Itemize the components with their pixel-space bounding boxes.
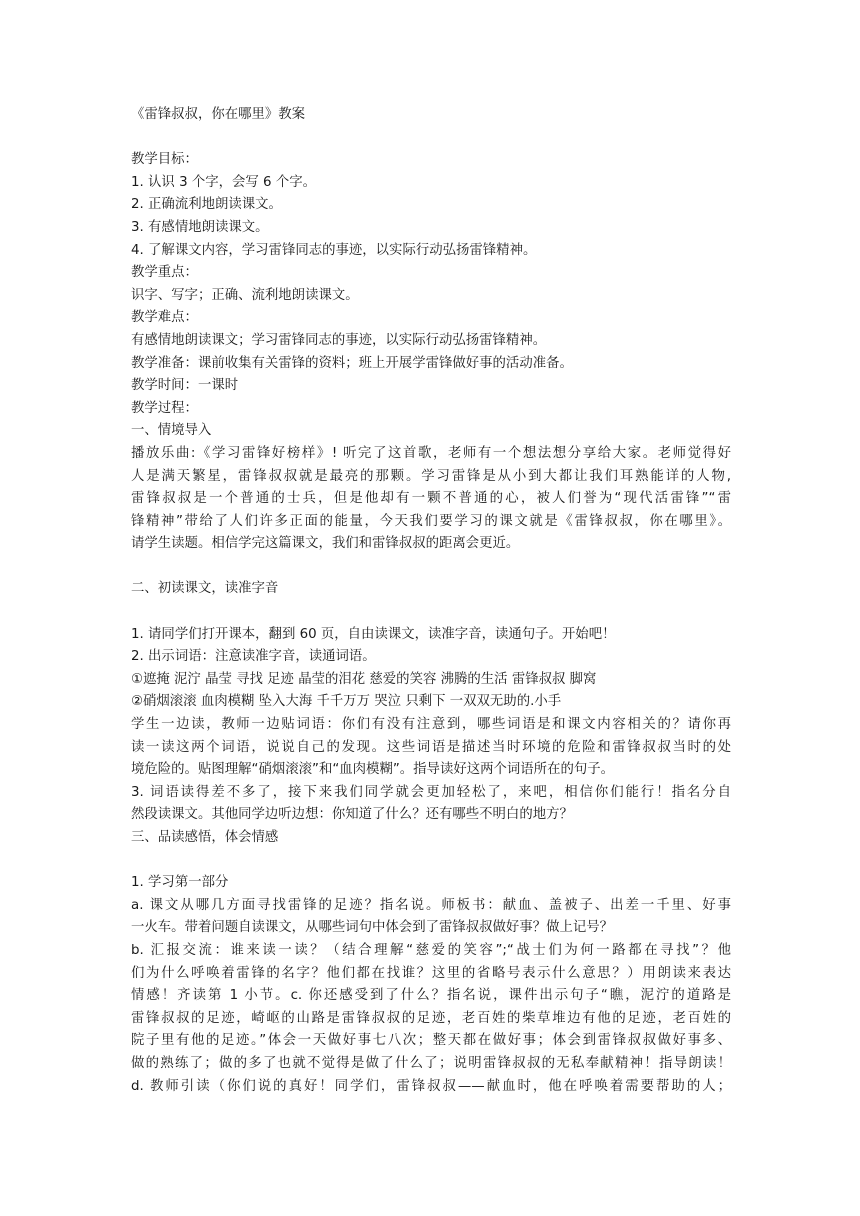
part1-line: 雷锋叔叔的足迹，崎岖的山路是雷锋叔叔的足迹，老百姓的柴草堆边有他的足迹，老百姓的 <box>131 1010 731 1026</box>
part1-line: 们为什么呼唤着雷锋的名字？他们都在找谁？这里的省略号表示什么意思？）用朗读来表达 <box>131 965 731 981</box>
section1-line: 人是满天繁星，雷锋叔叔就是最亮的那颗。学习雷锋是从小到大都让我们耳熟能详的人物, <box>131 468 731 484</box>
goal-item: 4. 了解课文内容，学习雷锋同志的事迹，以实际行动弘扬雷锋精神。 <box>131 242 537 258</box>
part1-line: b. 汇报交流：谁来读一读？（结合理解“慈爱的笑容”;“战士们为何一路都在寻找”？他 <box>131 942 731 958</box>
document-page <box>131 104 731 1098</box>
section1-line: 锋精神”带给了人们许多正面的能量，今天我们要学习的课文就是《雷锋叔叔，你在哪里》。 <box>131 513 731 529</box>
section2-item3-line: 然段读课文。其他同学边听边想：你知道了什么？还有哪些不明白的地方？ <box>131 807 573 823</box>
words-row: ②硝烟滚滚 血肉模糊 坠入大海 千千万万 哭泣 只剩下 一双双无助的.小手 <box>131 694 562 710</box>
difficult-text: 有感情地朗读课文；学习雷锋同志的事迹，以实际行动弘扬雷锋精神。 <box>131 332 547 348</box>
goal-item: 1. 认识 3 个字，会写 6 个字。 <box>131 174 317 190</box>
section3-heading: 三、品读感悟，体会情感 <box>131 830 279 845</box>
key-heading: 教学重点： <box>131 265 198 281</box>
goal-item: 3. 有感情地朗读课文。 <box>131 219 269 235</box>
goals-heading: 教学目标： <box>131 152 198 168</box>
part1-line: 情感！齐读第 1 小节。c. 你还感受到了什么？指名说，课件出示句子“瞧，泥泞的道路是 <box>131 988 731 1004</box>
part1-line: 一火车。带着问题自读课文，从哪些词句中体会到了雷锋叔叔做好事？做上记号？ <box>131 920 614 936</box>
part1-line: 做的熟练了；做的多了也就不觉得是做了什么了；说明雷锋叔叔的无私奉献精神！指导朗读！ <box>131 1055 731 1071</box>
key-text: 识字、写字；正确、流利地朗读课文。 <box>131 287 359 303</box>
part1-heading: 1. 学习第一部分 <box>131 875 229 891</box>
time-text: 教学时间：一课时 <box>131 378 239 394</box>
difficult-heading: 教学难点： <box>131 310 198 326</box>
part1-line: a. 课文从哪几方面寻找雷锋的足迹？指名说。师板书：献血、盖被子、出差一千里、好事 <box>131 897 731 913</box>
section2-para-line: 境危险的。贴图理解“硝烟滚滚”和“血肉模糊”。指导读好这两个词语所在的句子。 <box>131 762 615 778</box>
part1-line: 院子里有他的足迹。”体会一天做好事七八次；整天都在做好事；体会到雷锋叔叔做好事多、 <box>131 1033 731 1049</box>
section1-line: 雷锋叔叔是一个普通的士兵，但是他却有一颗不普通的心，被人们誉为“现代活雷锋”“雷 <box>131 491 731 507</box>
section2-para-line: 读一读这两个词语，说说自己的发现。这些词语是描述当时环境的危险和雷锋叔叔当时的处 <box>131 739 731 755</box>
section2-item: 2. 出示词语：注意读准字音，读通词语。 <box>131 649 376 665</box>
section2-item: 1. 请同学们打开课本，翻到 60 页，自由读课文，读准字音，读通句子。开始吧！ <box>131 626 616 642</box>
section1-line: 播放乐曲:《学习雷锋好榜样》! 听完了这首歌，老师有一个想法想分享给大家。老师觉得好 <box>131 445 731 461</box>
words-row: ①遮掩 泥泞 晶莹 寻找 足迹 晶莹的泪花 慈爱的笑容 沸腾的生活 雷锋叔叔 脚窝 <box>131 671 597 687</box>
section1-heading: 一、情境导入 <box>131 423 212 439</box>
section2-para-line: 学生一边读，教师一边贴词语：你们有没有注意到，哪些词语是和课文内容相关的？请你再 <box>131 717 731 733</box>
process-heading: 教学过程： <box>131 400 198 416</box>
section1-line: 请学生读题。相信学完这篇课文，我们和雷锋叔叔的距离会更近。 <box>131 536 520 552</box>
goal-item: 2. 正确流利地朗读课文。 <box>131 197 282 213</box>
section2-item3-line: 3. 词语读得差不多了，接下来我们同学就会更加轻松了，来吧，相信你们能行！指名分自 <box>131 784 731 800</box>
prep-text: 教学准备：课前收集有关雷锋的资料；班上开展学雷锋做好事的活动准备。 <box>131 355 573 371</box>
section2-heading: 二、初读课文，读准字音 <box>131 581 279 597</box>
part1-line: d. 教师引读（你们说的真好！同学们，雷锋叔叔——献血时，他在呼唤着需要帮助的人； <box>131 1078 731 1094</box>
document-title: 《雷锋叔叔，你在哪里》教案 <box>131 107 306 122</box>
